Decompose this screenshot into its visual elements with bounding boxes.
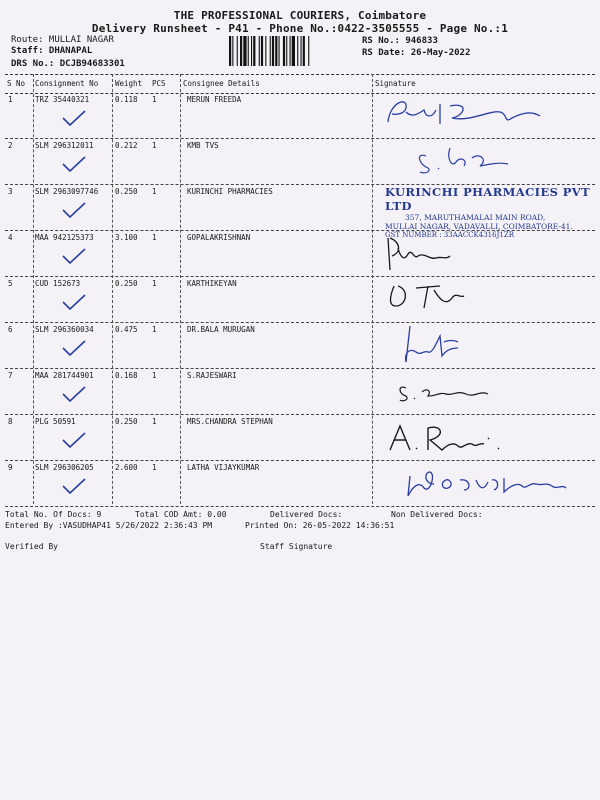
staff-label: Staff: DHANAPAL (11, 46, 93, 56)
col-signature: Signature (375, 79, 416, 88)
table-row (5, 92, 595, 139)
row-pcs: 1 (152, 417, 157, 426)
row-sno: 1 (8, 95, 13, 104)
signature-image (380, 322, 590, 368)
row-weight: 0.250 (115, 187, 138, 196)
non-delivered-docs: Non Delivered Docs: (391, 510, 483, 519)
stamp-address-1: 357, MARUTHAMALAI MAIN ROAD, (405, 213, 546, 222)
row-consignment: PLG 50591 (35, 417, 76, 426)
row-consignee: DR.BALA MURUGAN (187, 325, 255, 334)
row-consignment: MAA 942125373 (35, 233, 94, 242)
staff-signature: Staff Signature (260, 542, 333, 551)
row-weight: 0.212 (115, 141, 138, 150)
route-label: Route: MULLAI NAGAR (11, 35, 114, 45)
table-row (5, 414, 595, 461)
col-consignment: Consignment No (35, 79, 99, 88)
row-consignee: LATHA VIJAYKUMAR (187, 463, 260, 472)
checkmark-icon (61, 385, 87, 403)
row-consignee: S.RAJESWARI (187, 371, 237, 380)
row-consignee: KURINCHI PHARMACIES (187, 187, 273, 196)
verified-by: Verified By (5, 542, 58, 551)
col-pcs: PCS (152, 79, 166, 88)
row-pcs: 1 (152, 187, 157, 196)
checkmark-icon (61, 477, 87, 495)
stamp-name: KURINCHI PHARMACIES PVT LTD (385, 185, 591, 213)
row-weight: 0.118 (115, 95, 138, 104)
row-weight: 2.600 (115, 463, 138, 472)
row-sno: 6 (8, 325, 13, 334)
barcode-image (229, 36, 359, 66)
row-pcs: 1 (152, 371, 157, 380)
col-weight: Weight (115, 79, 143, 88)
signature-image (380, 460, 590, 506)
row-pcs: 1 (152, 463, 157, 472)
row-consignment: MAA 281744901 (35, 371, 94, 380)
checkmark-icon (61, 339, 87, 357)
stamp-gst: GST NUMBER : 33AACCK4316J1ZR (385, 231, 514, 239)
row-pcs: 1 (152, 279, 157, 288)
checkmark-icon (61, 247, 87, 265)
row-sno: 5 (8, 279, 13, 288)
row-consignment: SLM 296360034 (35, 325, 94, 334)
table-row (5, 138, 595, 185)
col-sno: S No (7, 79, 26, 88)
row-consignment: SLM 296306205 (35, 463, 94, 472)
table-row (5, 322, 595, 369)
row-weight: 0.475 (115, 325, 138, 334)
delivered-docs: Delivered Docs: (270, 510, 343, 519)
table-row (5, 460, 595, 507)
row-sno: 8 (8, 417, 13, 426)
checkmark-icon (61, 431, 87, 449)
row-pcs: 1 (152, 233, 157, 242)
printed-on: Printed On: 26-05-2022 14:36:51 (245, 521, 395, 530)
row-sno: 7 (8, 371, 13, 380)
row-sno: 9 (8, 463, 13, 472)
row-consignee: GOPALAKRISHNAN (187, 233, 251, 242)
row-consignment: CUD 152673 (35, 279, 81, 288)
row-weight: 0.250 (115, 417, 138, 426)
row-weight: 0.250 (115, 279, 138, 288)
signature-image (380, 276, 590, 322)
table-row (5, 230, 595, 277)
drs-number: DRS No.: DCJB94683301 (11, 59, 125, 69)
checkmark-icon (61, 109, 87, 127)
stamp-address-2: MULLAI NAGAR, VADAVALLI, COIMBATORE-41. (385, 222, 573, 231)
checkmark-icon (61, 201, 87, 219)
row-consignment: TRZ 35440321 (35, 95, 90, 104)
runsheet-title: Delivery Runsheet - P41 - Phone No.:0422-3505555 - Page No.:1 (91, 22, 509, 35)
signature-image (380, 138, 590, 184)
signature-image (380, 230, 590, 276)
signature-image (380, 92, 590, 138)
row-consignment: SLM 296312011 (35, 141, 94, 150)
company-title: THE PROFESSIONAL COURIERS, Coimbatore (173, 9, 427, 22)
row-weight: 3.100 (115, 233, 138, 242)
table-row (5, 368, 595, 415)
checkmark-icon (61, 293, 87, 311)
row-sno: 2 (8, 141, 13, 150)
row-sno: 3 (8, 187, 13, 196)
row-consignee: KMB TVS (187, 141, 219, 150)
total-docs: Total No. Of Docs: 9 (5, 510, 102, 519)
rs-number: RS No.: 946833 (362, 36, 438, 46)
row-pcs: 1 (152, 95, 157, 104)
row-pcs: 1 (152, 325, 157, 334)
signature-image (380, 414, 590, 460)
table-row (5, 276, 595, 323)
col-consignee: Consignee Details (183, 79, 260, 88)
row-sno: 4 (8, 233, 13, 242)
rs-date: RS Date: 26-May-2022 (362, 48, 471, 58)
row-consignee: KARTHIKEYAN (187, 279, 237, 288)
table-header (5, 74, 595, 94)
row-weight: 0.168 (115, 371, 138, 380)
row-pcs: 1 (152, 141, 157, 150)
entered-by: Entered By :VASUDHAP41 5/26/2022 2:36:43 PM (5, 521, 213, 530)
row-consignment: SLM 2963097746 (35, 187, 99, 196)
total-cod-amount: Total COD Amt: 0.00 (135, 510, 227, 519)
signature-image (380, 368, 590, 414)
row-consignee: MERUN FREEDA (187, 95, 242, 104)
checkmark-icon (61, 155, 87, 173)
row-consignee: MRS.CHANDRA STEPHAN (187, 417, 273, 426)
